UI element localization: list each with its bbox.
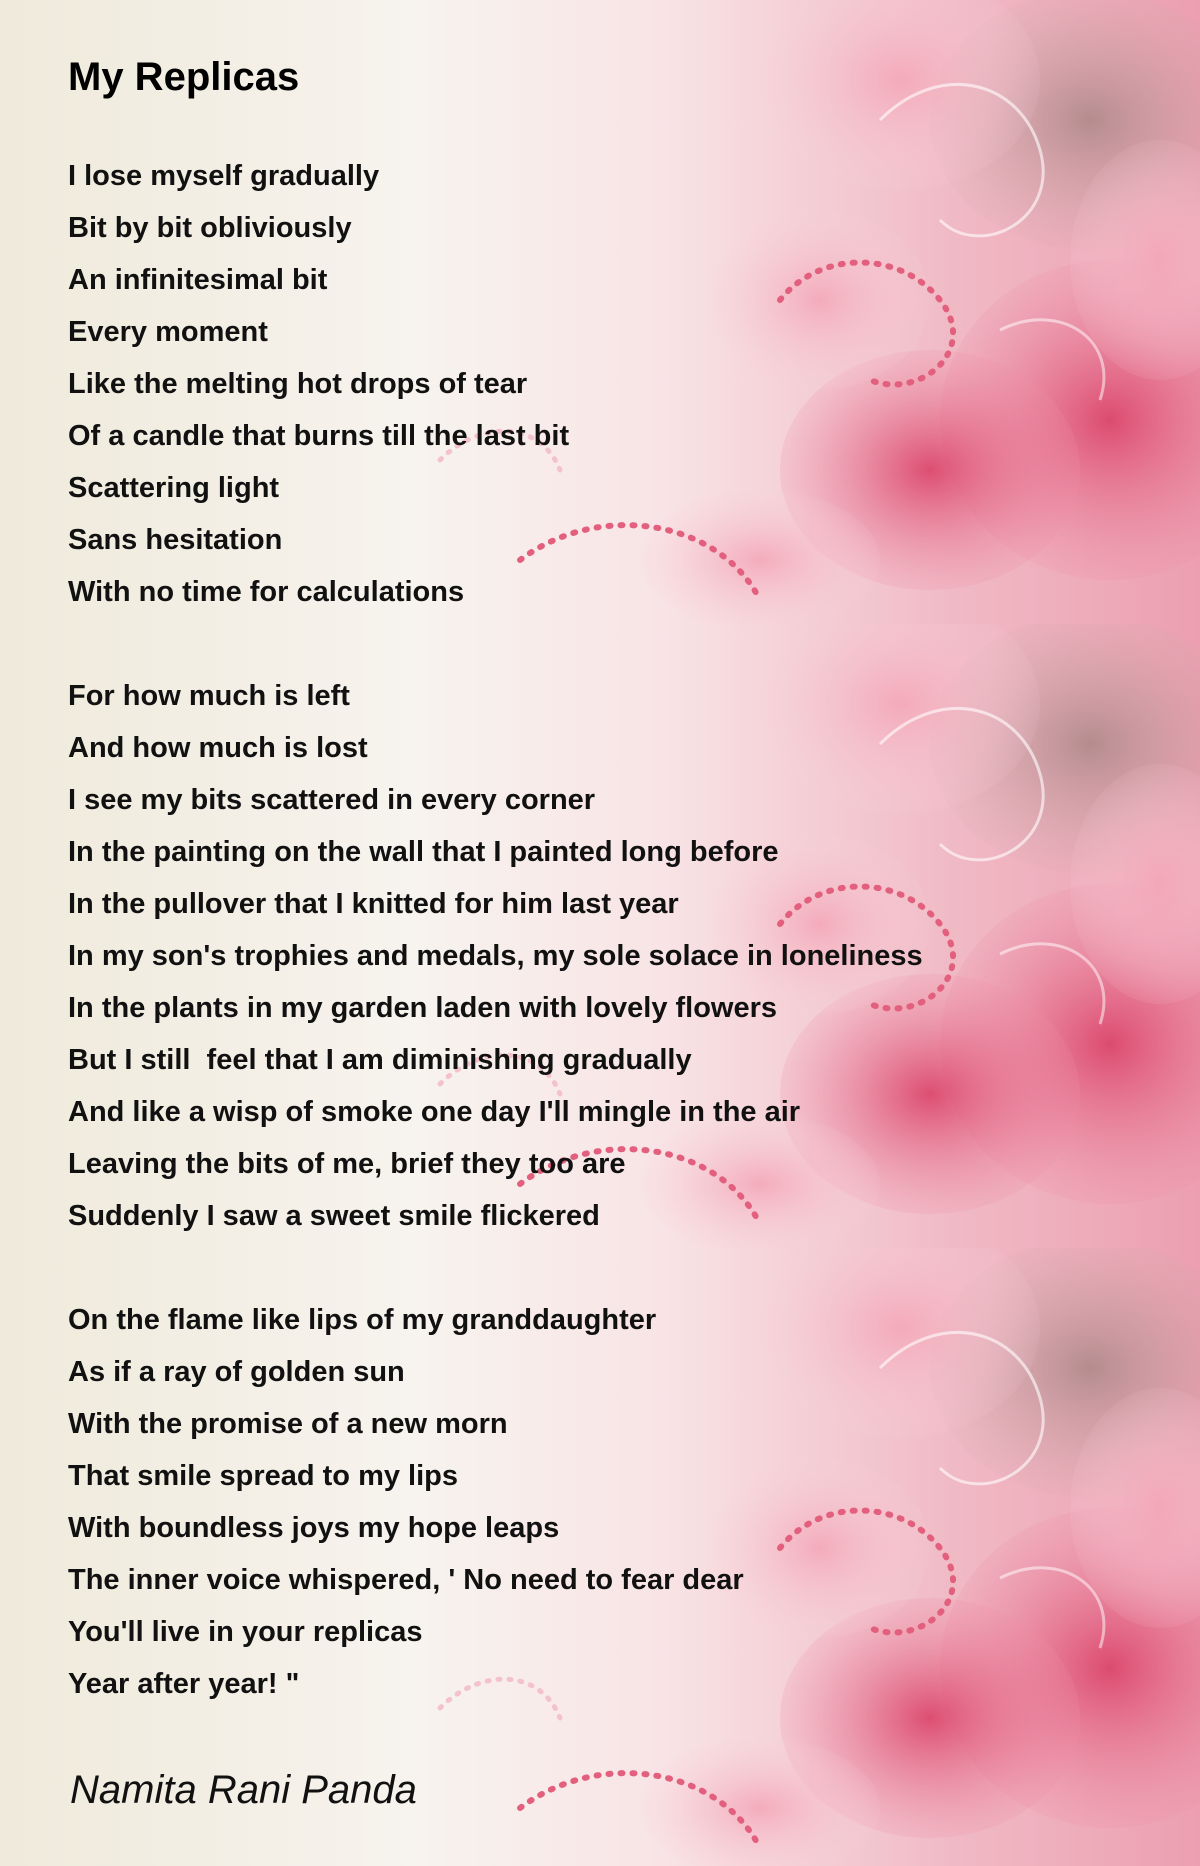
poem-line: That smile spread to my lips [68, 1460, 458, 1492]
poem-line: With no time for calculations [68, 576, 465, 608]
poem-line: And how much is lost [68, 732, 368, 764]
poem-line: In the pullover that I knitted for him last year [68, 888, 679, 920]
stanza-1 [68, 150, 569, 618]
poem-line: An infinitesimal bit [68, 264, 328, 296]
poem-line: Bit by bit obliviously [68, 212, 352, 244]
poem-line: Leaving the bits of me, brief they too are [68, 1148, 626, 1180]
poem-line: But I still feel that I am diminishing gradually [68, 1044, 692, 1076]
poem-line: And like a wisp of smoke one day I'll mingle in the air [68, 1096, 801, 1128]
poem-line: Suddenly I saw a sweet smile flickered [68, 1200, 600, 1232]
stanza-3 [68, 1294, 744, 1710]
poem-line: In my son's trophies and medals, my sole solace in loneliness [68, 940, 923, 972]
poem-line: On the flame like lips of my granddaughter [68, 1304, 657, 1336]
poem-line: With boundless joys my hope leaps [68, 1512, 560, 1544]
poem-line: The inner voice whispered, ' No need to fear dear [68, 1564, 744, 1596]
poem-line: I lose myself gradually [68, 160, 380, 192]
poem-line: Year after year! " [68, 1668, 300, 1700]
poem-line: Scattering light [68, 472, 280, 504]
poem-line: In the plants in my garden laden with lovely flowers [68, 992, 778, 1024]
poem-author: Namita Rani Panda [70, 1768, 417, 1812]
poem-line: For how much is left [68, 680, 350, 712]
poem-line: You'll live in your replicas [68, 1616, 423, 1648]
poem-line: Like the melting hot drops of tear [68, 368, 528, 400]
poem-line: Of a candle that burns till the last bit [68, 420, 570, 452]
poem-line: Sans hesitation [68, 524, 283, 556]
poem-line: With the promise of a new morn [68, 1408, 508, 1440]
stanza-2 [68, 670, 923, 1242]
poem-line: In the painting on the wall that I painted long before [68, 836, 779, 868]
poem-line: I see my bits scattered in every corner [68, 784, 596, 816]
poem-title: My Replicas [68, 55, 300, 99]
poem-line: As if a ray of golden sun [68, 1356, 405, 1388]
poem-line: Every moment [68, 316, 268, 348]
